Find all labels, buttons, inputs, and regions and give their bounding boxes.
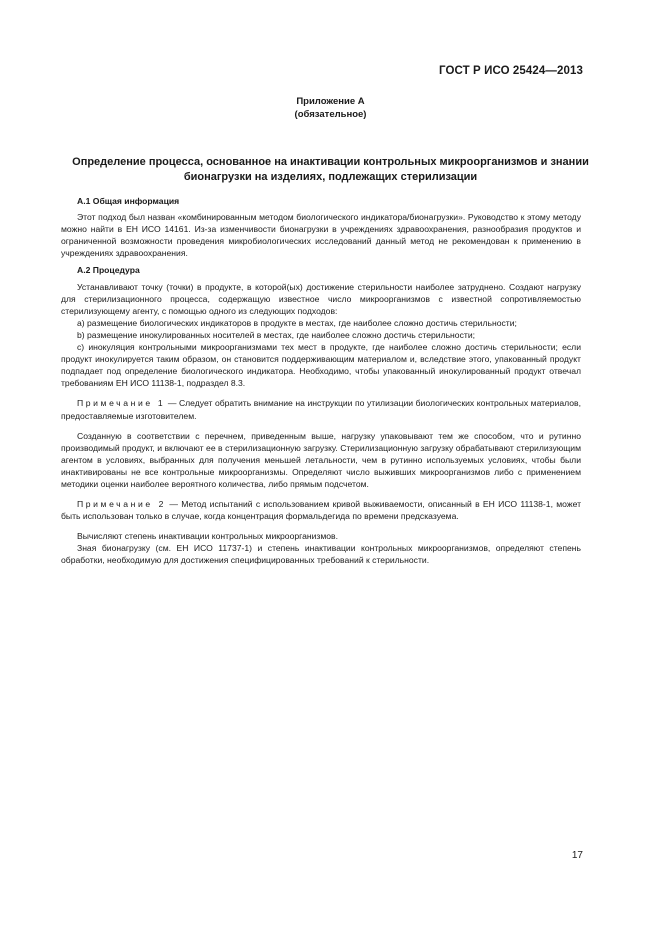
section-a1-paragraph: Этот подход был назван «комбинированным методом биологического индикатора/бионагрузки». Руководство к этому методу можно найти в ЕН ИСО 14161. Из-за изменчивости бионагрузки в учреждениях здравоохранения, разнообразия продуктов и ограниченной возможности проведения микробиологических исследований данный метод не рекомендован к применению в учреждениях здравоохранения. bbox=[61, 212, 581, 259]
page-number: 17 bbox=[571, 850, 583, 861]
document-code: ГОСТ Р ИСО 25424—2013 bbox=[438, 65, 583, 77]
annex-title bbox=[60, 155, 601, 185]
annex-type: (обязательное) bbox=[294, 109, 367, 120]
list-item-c: с) инокуляция контрольными микроорганизмами тех мест в продукте, где наиболее сложно достичь стерильности; если продукт инокулируется таким образом, он становится поддерживающим материалом и, вследствие этого, упакованный продукт подпадает под определение биологического индикатора. Необходимо, чтобы упакованный инокулированный продукт отвечал требованиям ЕН ИСО 11138-1, подраздел 8.3. bbox=[61, 342, 581, 389]
note-2-label: Примечание 2 bbox=[77, 499, 167, 510]
annex-body bbox=[61, 195, 581, 567]
note-1 bbox=[61, 397, 581, 421]
list-item-a: а) размещение биологических индикаторов в продукте в местах, где наиболее сложно достичь стерильности; bbox=[77, 317, 517, 328]
note-2 bbox=[61, 498, 581, 522]
annex-label: Приложение А bbox=[296, 96, 365, 107]
section-a2-paragraph-3: Вычисляют степень инактивации контрольных микроорганизмов. bbox=[77, 531, 338, 542]
annex-title-line-2: бионагрузки на изделиях, подлежащих стерилизации bbox=[183, 171, 478, 183]
annex-title-line-1: Определение процесса, основанное на инактивации контрольных микроорганизмов и знании bbox=[72, 156, 589, 168]
note-1-label: Примечание 1 bbox=[77, 398, 166, 409]
note-1-text: — Следует обратить внимание на инструкции по утилизации биологических контрольных материалов, предоставляемые изготовителем. bbox=[61, 398, 581, 421]
section-a2-paragraph-2: Созданную в соответствии с перечнем, приведенным выше, нагрузку упаковывают тем же способом, что и рутинно производимый продукт, и включают ее в стерилизационную загрузку. Стерилизационную загрузку обрабатывают стерилизующим агентом в условиях, выбранных для получения меньшей летальности, чем в рутинно используемых условиях, чтобы были инактивированы не все контрольные микроорганизмы. Определяют число выживших микроорганизмов либо с применением методики оценки наиболее вероятного количества, либо прямым подсчетом. bbox=[61, 430, 581, 489]
section-a2-paragraph-1: Устанавливают точку (точки) в продукте, в которой(ых) достижение стерильности наиболее затруднено. Создают нагрузку для стерилизационного процесса, содержащую известное число микроорганизмов с известной сопротивляемостью стерилизующему агенту, с помощью одного из следующих подходов: bbox=[61, 281, 581, 316]
section-a2-heading: А.2 Процедура bbox=[77, 265, 140, 276]
section-a1-heading: А.1 Общая информация bbox=[77, 196, 180, 206]
note-2-text: — Метод испытаний с использованием кривой выживаемости, описанный в ЕН ИСО 11138-1, может быть использован только в случае, когда концентрация формальдегида по времени предсказуема. bbox=[61, 499, 582, 522]
annex-header bbox=[0, 95, 661, 121]
list-item-b: b) размещение инокулированных носителей в местах, где наиболее сложно достичь стерильности; bbox=[77, 329, 476, 340]
section-a2-paragraph-4: Зная бионагрузку (см. ЕН ИСО 11737-1) и степень инактивации контрольных микроорганизмов, определяют степень обработки, необходимую для достижения специфицированных требований к стерильности. bbox=[61, 543, 581, 566]
